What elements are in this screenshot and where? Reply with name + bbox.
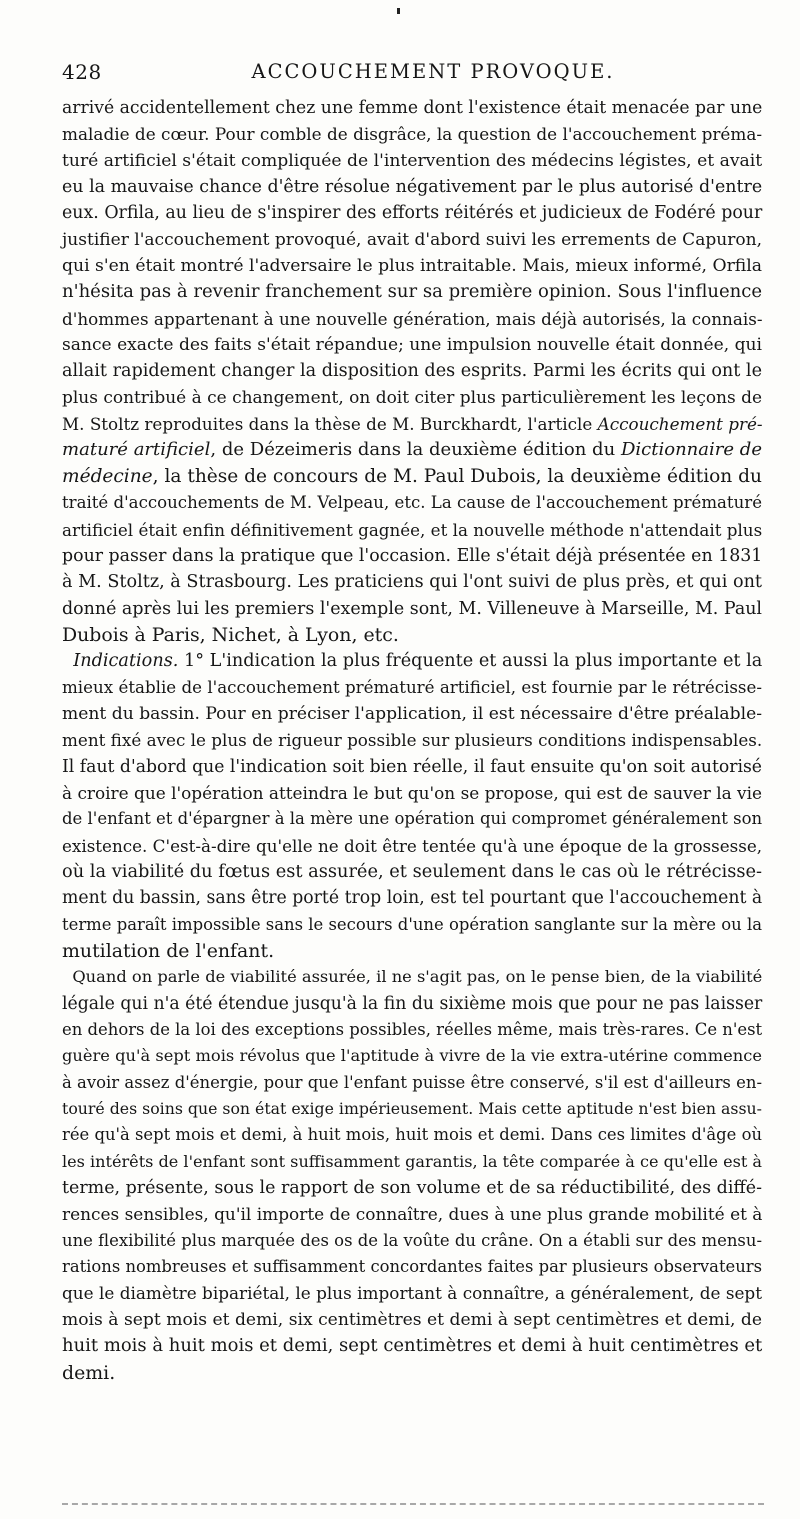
text-line: allait rapidement changer la disposition des esprits. Parmi les écrits qui ont le (62, 361, 762, 382)
text-line: mieux établie de l'accouchement prématuré artificiel, est fournie par le rétrécisse- (62, 677, 762, 697)
text-line: donné après lui les premiers l'exemple sont, M. Villeneuve à Marseille, M. Paul (62, 598, 762, 619)
section-lead: Indications. (73, 651, 179, 672)
text-line: demi. (62, 1361, 116, 1384)
text-line: maladie de cœur. Pour comble de disgrâce, la question de l'accouchement préma- (62, 124, 763, 145)
running-head: ACCOUCHEMENT PROVOQUE. (251, 60, 615, 83)
paragraph-1 (62, 95, 762, 648)
text-line (62, 464, 762, 490)
text-line: turé artificiel s'était compliquée de l'intervention des médecins légistes, et avait (62, 150, 763, 171)
text-line: sance exacte des faits s'était répandue; une impulsion nouvelle était donnée, qui (62, 335, 762, 356)
italic-title: médecine (62, 465, 153, 487)
text-line: légale qui n'a été étendue jusqu'à la fin du sixième mois que pour ne pas laisser (62, 993, 763, 1014)
italic-title: maturé artificiel (62, 439, 211, 461)
text-line: existence. C'est-à-dire qu'elle ne doit être tentée qu'à une époque de la grossesse, (62, 835, 763, 856)
text-line (62, 964, 762, 990)
text-line: mois à sept mois et demi, six centimètres et demi à sept centimètres et demi, de (62, 1309, 762, 1330)
bleed-through-rule (62, 1503, 764, 1507)
text-line: rée qu'à sept mois et demi, à huit mois, huit mois et demi. Dans ces limites d'âge où (62, 1125, 762, 1145)
italic-title: Accouchement pré- (597, 414, 763, 435)
text-line: une flexibilité plus marquée des os de la voûte du crâne. On a établi sur des mensu- (62, 1230, 762, 1250)
text-line: traité d'accouchements de M. Velpeau, etc. La cause de l'accouchement prématuré (62, 493, 763, 513)
print-speck (397, 8, 400, 14)
text-line: plus contribué à ce changement, on doit citer plus particulièrement les leçons de (62, 387, 762, 408)
text-line: guère qu'à sept mois révolus que l'aptitude à vivre de la vie extra-utérine commence (62, 1046, 762, 1066)
text-line: où la viabilité du fœtus est assurée, et seulement dans le cas où le rétrécisse- (62, 860, 762, 882)
text-line: à M. Stoltz, à Strasbourg. Les praticiens qui l'ont suivi de plus près, et qui ont (62, 572, 762, 593)
text-segment: 1° L'indication la plus fréquente et aussi la plus importante et la (178, 651, 763, 672)
text-line: rations nombreuses et suffisamment concordantes faites par plusieurs observateurs (62, 1257, 762, 1277)
page-header (62, 60, 764, 90)
page-body (62, 95, 762, 1386)
text-line: eu la mauvaise chance d'être résolue négativement par le plus autorisé d'entre (62, 177, 763, 198)
text-line: n'hésita pas à revenir franchement sur sa première opinion. Sous l'influence (62, 281, 763, 303)
text-line: eux. Orfila, au lieu de s'inspirer des efforts réitérés et judicieux de Fodéré pour (62, 203, 763, 224)
text-line: ment fixé avec le plus de rigueur possible sur plusieurs conditions indispensables. (62, 730, 763, 751)
text-segment: Quand on parle de viabilité assurée, il ne s'agit pas, on le pense bien, de la viabilité (72, 967, 763, 987)
paragraph-3 (62, 964, 762, 1386)
text-line: artificiel était enfin définitivement gagnée, et la nouvelle méthode n'attendait plus (62, 519, 763, 540)
text-segment: M. Stoltz reproduites dans la thèse de M. Burckhardt, l'article (62, 414, 598, 435)
text-line: à croire que l'opération atteindra le but qu'on se propose, qui est de sauver la vie (62, 782, 762, 803)
text-line (62, 411, 762, 437)
text-line: ment du bassin, sans être porté trop loin, est tel pourtant que l'accouchement à (62, 888, 763, 909)
text-line (62, 648, 762, 674)
text-line: terme, présente, sous le rapport de son volume et de sa réductibilité, des diffé- (62, 1178, 762, 1199)
text-line (62, 437, 762, 463)
text-line: Dubois à Paris, Nichet, à Lyon, etc. (62, 623, 399, 646)
text-line: touré des soins que son état exige impérieusement. Mais cette aptitude n'est bien assu- (62, 1099, 762, 1119)
text-line: Il faut d'abord que l'indication soit bien réelle, il faut ensuite qu'on soit autorisé (62, 756, 762, 777)
text-line: rences sensibles, qu'il importe de connaître, dues à une plus grande mobilité et à (62, 1204, 763, 1225)
text-segment: , la thèse de concours de M. Paul Dubois, la deuxième édition du (152, 465, 762, 487)
text-line: d'hommes appartenant à une nouvelle génération, mais déjà autorisés, la connais- (62, 308, 763, 329)
text-line: ment du bassin. Pour en préciser l'application, il est nécessaire d'être préalable- (62, 703, 762, 724)
text-line: qui s'en était montré l'adversaire le plus intraitable. Mais, mieux informé, Orfila (62, 256, 762, 277)
text-line: pour passer dans la pratique que l'occasion. Elle s'était déjà présentée en 1831 (62, 545, 763, 566)
page-number: 428 (62, 60, 102, 84)
text-line: à avoir assez d'énergie, pour que l'enfant puisse être conservé, s'il est d'ailleurs en- (62, 1072, 762, 1092)
text-line: arrivé accidentellement chez une femme dont l'existence était menacée par une (62, 98, 763, 118)
text-line: mutilation de l'enfant. (62, 940, 275, 962)
paragraph-2 (62, 648, 762, 964)
text-line: les intérêts de l'enfant sont suffisamment garantis, la tête comparée à ce qu'elle est à (62, 1151, 762, 1171)
text-line: justifier l'accouchement provoqué, avait d'abord suivi les errements de Capuron, (62, 229, 763, 250)
text-line: de l'enfant et d'épargner à la mère une opération qui compromet généralement son (62, 809, 763, 829)
italic-title: Dictionnaire de (620, 439, 763, 461)
text-segment: , de Dézeimeris dans la deuxième édition du (210, 439, 621, 461)
text-line: que le diamètre bipariétal, le plus important à connaître, a généralement, de sept (62, 1283, 762, 1304)
text-line: terme paraît impossible sans le secours d'une opération sanglante sur la mère ou la (62, 914, 762, 934)
text-line: en dehors de la loi des exceptions possibles, réelles même, mais très-rares. Ce n'est (62, 1020, 763, 1040)
text-line: huit mois à huit mois et demi, sept centimètres et demi à huit centimètres et (62, 1335, 763, 1357)
